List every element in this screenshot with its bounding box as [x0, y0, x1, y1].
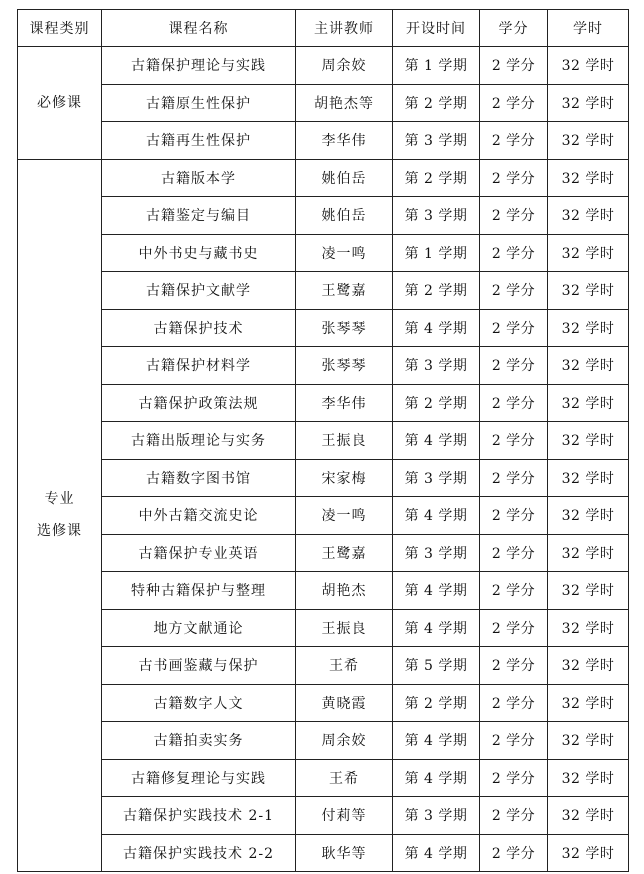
credits-cell: 2 学分	[480, 572, 548, 610]
table-row	[18, 422, 629, 460]
table-row	[18, 234, 629, 272]
table-row	[18, 197, 629, 235]
term-cell: 第 3 学期	[393, 534, 480, 572]
hours-cell: 32 学时	[548, 234, 629, 272]
term-cell: 第 4 学期	[393, 422, 480, 460]
table-body	[18, 47, 629, 872]
course-name-cell: 古籍保护实践技术 2-2	[102, 834, 296, 872]
credits-cell: 2 学分	[480, 459, 548, 497]
header-credits: 学分	[480, 10, 548, 47]
course-name-cell: 古籍出版理论与实务	[102, 422, 296, 460]
course-name-cell: 古籍保护材料学	[102, 347, 296, 385]
credits-cell: 2 学分	[480, 609, 548, 647]
term-cell: 第 4 学期	[393, 609, 480, 647]
term-cell: 第 3 学期	[393, 197, 480, 235]
hours-cell: 32 学时	[548, 459, 629, 497]
table-row	[18, 384, 629, 422]
table-row	[18, 834, 629, 872]
term-cell: 第 2 学期	[393, 684, 480, 722]
course-name-cell: 中外古籍交流史论	[102, 497, 296, 535]
term-cell: 第 4 学期	[393, 497, 480, 535]
course-name-cell: 中外书史与藏书史	[102, 234, 296, 272]
credits-cell: 2 学分	[480, 534, 548, 572]
table-row	[18, 272, 629, 310]
table-row	[18, 534, 629, 572]
hours-cell: 32 学时	[548, 534, 629, 572]
hours-cell: 32 学时	[548, 122, 629, 160]
course-name-cell: 古籍保护技术	[102, 309, 296, 347]
category-cell	[18, 159, 102, 872]
hours-cell: 32 学时	[548, 647, 629, 685]
credits-cell: 2 学分	[480, 422, 548, 460]
teacher-cell: 李华伟	[296, 122, 393, 160]
table-row	[18, 647, 629, 685]
credits-cell: 2 学分	[480, 647, 548, 685]
teacher-cell: 胡艳杰	[296, 572, 393, 610]
table-row	[18, 609, 629, 647]
term-cell: 第 1 学期	[393, 234, 480, 272]
credits-cell: 2 学分	[480, 684, 548, 722]
teacher-cell: 王鹭嘉	[296, 534, 393, 572]
hours-cell: 32 学时	[548, 797, 629, 835]
hours-cell: 32 学时	[548, 159, 629, 197]
course-name-cell: 古书画鉴藏与保护	[102, 647, 296, 685]
course-name-cell: 特种古籍保护与整理	[102, 572, 296, 610]
course-name-cell: 古籍拍卖实务	[102, 722, 296, 760]
course-name-cell: 古籍版本学	[102, 159, 296, 197]
course-name-cell: 地方文献通论	[102, 609, 296, 647]
term-cell: 第 2 学期	[393, 384, 480, 422]
term-cell: 第 4 学期	[393, 722, 480, 760]
hours-cell: 32 学时	[548, 834, 629, 872]
hours-cell: 32 学时	[548, 347, 629, 385]
hours-cell: 32 学时	[548, 572, 629, 610]
teacher-cell: 王希	[296, 759, 393, 797]
hours-cell: 32 学时	[548, 309, 629, 347]
table-row	[18, 122, 629, 160]
term-cell: 第 2 学期	[393, 84, 480, 122]
category-label: 必修课	[37, 94, 82, 111]
course-name-cell: 古籍数字人文	[102, 684, 296, 722]
teacher-cell: 耿华等	[296, 834, 393, 872]
teacher-cell: 胡艳杰等	[296, 84, 393, 122]
header-category: 课程类别	[18, 10, 102, 47]
credits-cell: 2 学分	[480, 197, 548, 235]
term-cell: 第 4 学期	[393, 759, 480, 797]
teacher-cell: 张琴琴	[296, 347, 393, 385]
hours-cell: 32 学时	[548, 422, 629, 460]
credits-cell: 2 学分	[480, 47, 548, 85]
term-cell: 第 3 学期	[393, 797, 480, 835]
header-hours: 学时	[548, 10, 629, 47]
hours-cell: 32 学时	[548, 197, 629, 235]
term-cell: 第 3 学期	[393, 459, 480, 497]
credits-cell: 2 学分	[480, 272, 548, 310]
hours-cell: 32 学时	[548, 272, 629, 310]
course-name-cell: 古籍保护文献学	[102, 272, 296, 310]
course-name-cell: 古籍保护专业英语	[102, 534, 296, 572]
credits-cell: 2 学分	[480, 234, 548, 272]
course-name-cell: 古籍保护政策法规	[102, 384, 296, 422]
teacher-cell: 姚伯岳	[296, 159, 393, 197]
course-name-cell: 古籍原生性保护	[102, 84, 296, 122]
teacher-cell: 姚伯岳	[296, 197, 393, 235]
table-row	[18, 722, 629, 760]
credits-cell: 2 学分	[480, 347, 548, 385]
category-label: 专业	[44, 491, 75, 508]
teacher-cell: 宋家梅	[296, 459, 393, 497]
credits-cell: 2 学分	[480, 497, 548, 535]
table-row	[18, 47, 629, 85]
term-cell: 第 2 学期	[393, 159, 480, 197]
term-cell: 第 2 学期	[393, 272, 480, 310]
table-row	[18, 497, 629, 535]
term-cell: 第 3 学期	[393, 122, 480, 160]
term-cell: 第 4 学期	[393, 572, 480, 610]
credits-cell: 2 学分	[480, 159, 548, 197]
teacher-cell: 凌一鸣	[296, 497, 393, 535]
teacher-cell: 周余姣	[296, 47, 393, 85]
category-cell	[18, 47, 102, 160]
table-row	[18, 309, 629, 347]
teacher-cell: 张琴琴	[296, 309, 393, 347]
course-name-cell: 古籍数字图书馆	[102, 459, 296, 497]
term-cell: 第 4 学期	[393, 834, 480, 872]
teacher-cell: 王鹭嘉	[296, 272, 393, 310]
teacher-cell: 付莉等	[296, 797, 393, 835]
table-row	[18, 84, 629, 122]
term-cell: 第 5 学期	[393, 647, 480, 685]
table-row	[18, 684, 629, 722]
credits-cell: 2 学分	[480, 122, 548, 160]
term-cell: 第 1 学期	[393, 47, 480, 85]
course-table	[17, 9, 629, 872]
credits-cell: 2 学分	[480, 84, 548, 122]
table-header-row	[18, 10, 629, 47]
table-row	[18, 347, 629, 385]
course-name-cell: 古籍鉴定与编目	[102, 197, 296, 235]
course-name-cell: 古籍再生性保护	[102, 122, 296, 160]
header-term: 开设时间	[393, 10, 480, 47]
table-row	[18, 797, 629, 835]
header-teacher: 主讲教师	[296, 10, 393, 47]
hours-cell: 32 学时	[548, 497, 629, 535]
teacher-cell: 王振良	[296, 422, 393, 460]
credits-cell: 2 学分	[480, 384, 548, 422]
table-row	[18, 572, 629, 610]
teacher-cell: 王振良	[296, 609, 393, 647]
hours-cell: 32 学时	[548, 47, 629, 85]
credits-cell: 2 学分	[480, 834, 548, 872]
teacher-cell: 凌一鸣	[296, 234, 393, 272]
course-name-cell: 古籍保护实践技术 2-1	[102, 797, 296, 835]
hours-cell: 32 学时	[548, 684, 629, 722]
course-name-cell: 古籍修复理论与实践	[102, 759, 296, 797]
teacher-cell: 周余姣	[296, 722, 393, 760]
hours-cell: 32 学时	[548, 759, 629, 797]
hours-cell: 32 学时	[548, 384, 629, 422]
teacher-cell: 黄晓霞	[296, 684, 393, 722]
header-course-name: 课程名称	[102, 10, 296, 47]
hours-cell: 32 学时	[548, 84, 629, 122]
teacher-cell: 王希	[296, 647, 393, 685]
hours-cell: 32 学时	[548, 609, 629, 647]
hours-cell: 32 学时	[548, 722, 629, 760]
course-name-cell: 古籍保护理论与实践	[102, 47, 296, 85]
credits-cell: 2 学分	[480, 722, 548, 760]
table-row	[18, 759, 629, 797]
category-label: 选修课	[37, 523, 82, 540]
credits-cell: 2 学分	[480, 797, 548, 835]
credits-cell: 2 学分	[480, 759, 548, 797]
term-cell: 第 4 学期	[393, 309, 480, 347]
table-row	[18, 459, 629, 497]
table-row	[18, 159, 629, 197]
credits-cell: 2 学分	[480, 309, 548, 347]
term-cell: 第 3 学期	[393, 347, 480, 385]
teacher-cell: 李华伟	[296, 384, 393, 422]
